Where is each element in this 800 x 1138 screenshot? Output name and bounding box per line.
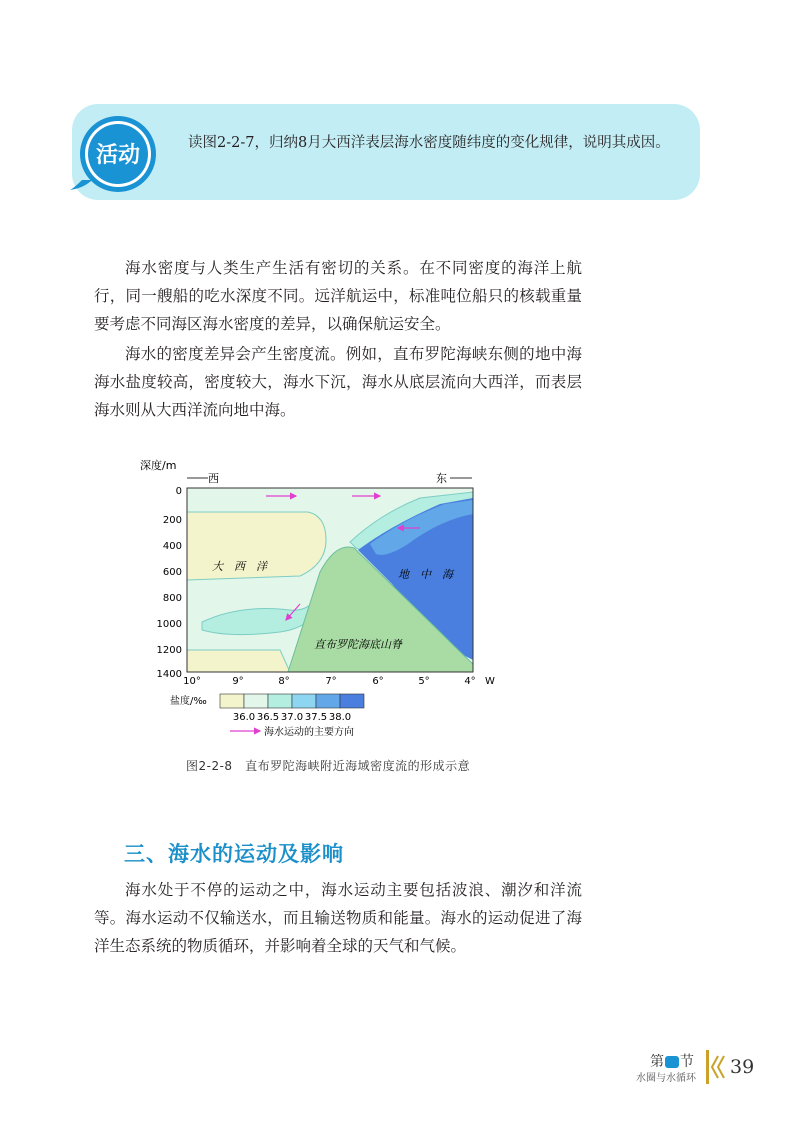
- lon-tick: 10°: [183, 676, 201, 687]
- depth-tick: 1200: [156, 645, 182, 656]
- paragraph-density-shipping: 海水密度与人类生产生活有密切的关系。在不同密度的海洋上航行，同一艘船的吃水深度不同。远洋航运中，标准吨位船只的核载重量要考虑不同海区海水密度的差异，以确保航运安全。: [94, 259, 582, 333]
- lon-tick: 7°: [325, 676, 337, 687]
- longitude-ticks: [183, 676, 495, 687]
- depth-tick: 800: [162, 593, 182, 604]
- legend-swatch-5: [316, 694, 340, 708]
- legend-swatch-6: [340, 694, 364, 708]
- depth-tick: 200: [162, 515, 182, 526]
- plot-area: [187, 488, 473, 672]
- region-atlantic: 大 西 洋: [212, 560, 267, 573]
- legend-swatch-4: [292, 694, 316, 708]
- depth-tick: 0: [175, 486, 182, 497]
- density-current-figure: [140, 454, 510, 754]
- legend-value: 37.0: [280, 712, 304, 723]
- paragraph-ocean-motion: 海水处于不停的运动之中，海水运动主要包括波浪、潮汐和洋流等。海水运动不仅输送水，而且输送物质和能量。海水的运动促进了海洋生态系统的物质循环，并影响着全球的天气和气候。: [94, 881, 582, 955]
- region-mediterranean: 地 中 海: [398, 568, 453, 581]
- east-label: 东: [436, 472, 447, 485]
- legend-value: 37.5: [304, 712, 328, 723]
- salinity-legend: [170, 694, 364, 738]
- lon-tick: 6°: [372, 676, 384, 687]
- lon-tick: 8°: [278, 676, 290, 687]
- section-heading: 三、海水的运动及影响: [124, 842, 344, 866]
- legend-title: 盐度/‰: [170, 696, 207, 707]
- speech-bubble-tail: [70, 180, 92, 190]
- legend-swatch-2: [244, 694, 268, 708]
- depth-tick: 1400: [156, 669, 182, 680]
- legend-value: 36.5: [256, 712, 280, 723]
- lon-tick: 9°: [232, 676, 244, 687]
- activity-badge-label: 活动: [95, 143, 141, 168]
- legend-swatch-3: [268, 694, 292, 708]
- depth-ticks: [157, 486, 182, 680]
- footer-bars-icon: [704, 1050, 726, 1084]
- y-axis-label: 深度/m: [140, 459, 177, 472]
- activity-text: 读图2-2-7，归纳8月大西洋表层海水密度随纬度的变化规律，说明其成因。: [188, 135, 670, 151]
- footer-section-number: 一: [665, 1056, 679, 1068]
- figure-caption: 图2-2-8 直布罗陀海峡附近海域密度流的形成示意: [186, 759, 471, 773]
- lon-tick: 4°: [464, 676, 476, 687]
- depth-tick: 1000: [156, 619, 182, 630]
- lon-unit: W: [485, 676, 495, 687]
- page-number: 39: [730, 1056, 755, 1078]
- depth-tick: 400: [162, 541, 182, 552]
- lon-tick: 5°: [418, 676, 430, 687]
- footer-section-prefix: 第: [650, 1054, 664, 1070]
- footer-section-label: [650, 1051, 694, 1071]
- footer-section-suffix: 节: [680, 1054, 694, 1070]
- west-label: 西: [208, 472, 219, 485]
- arrow-legend-label: 海水运动的主要方向: [264, 727, 354, 738]
- legend-value: 38.0: [328, 712, 352, 723]
- activity-badge: [68, 110, 164, 194]
- legend-swatch-1: [220, 694, 244, 708]
- footer-chapter: 水圈与水循环: [636, 1073, 696, 1084]
- depth-tick: 600: [162, 567, 182, 578]
- paragraph-density-current: 海水的密度差异会产生密度流。例如，直布罗陀海峡东侧的地中海海水盐度较高，密度较大，海水下沉，海水从底层流向大西洋，而表层海水则从大西洋流向地中海。: [94, 345, 582, 419]
- legend-value: 36.0: [232, 712, 256, 723]
- atlantic-deep-low-salinity: [187, 650, 290, 672]
- region-ridge: 直布罗陀海底山脊: [314, 638, 402, 651]
